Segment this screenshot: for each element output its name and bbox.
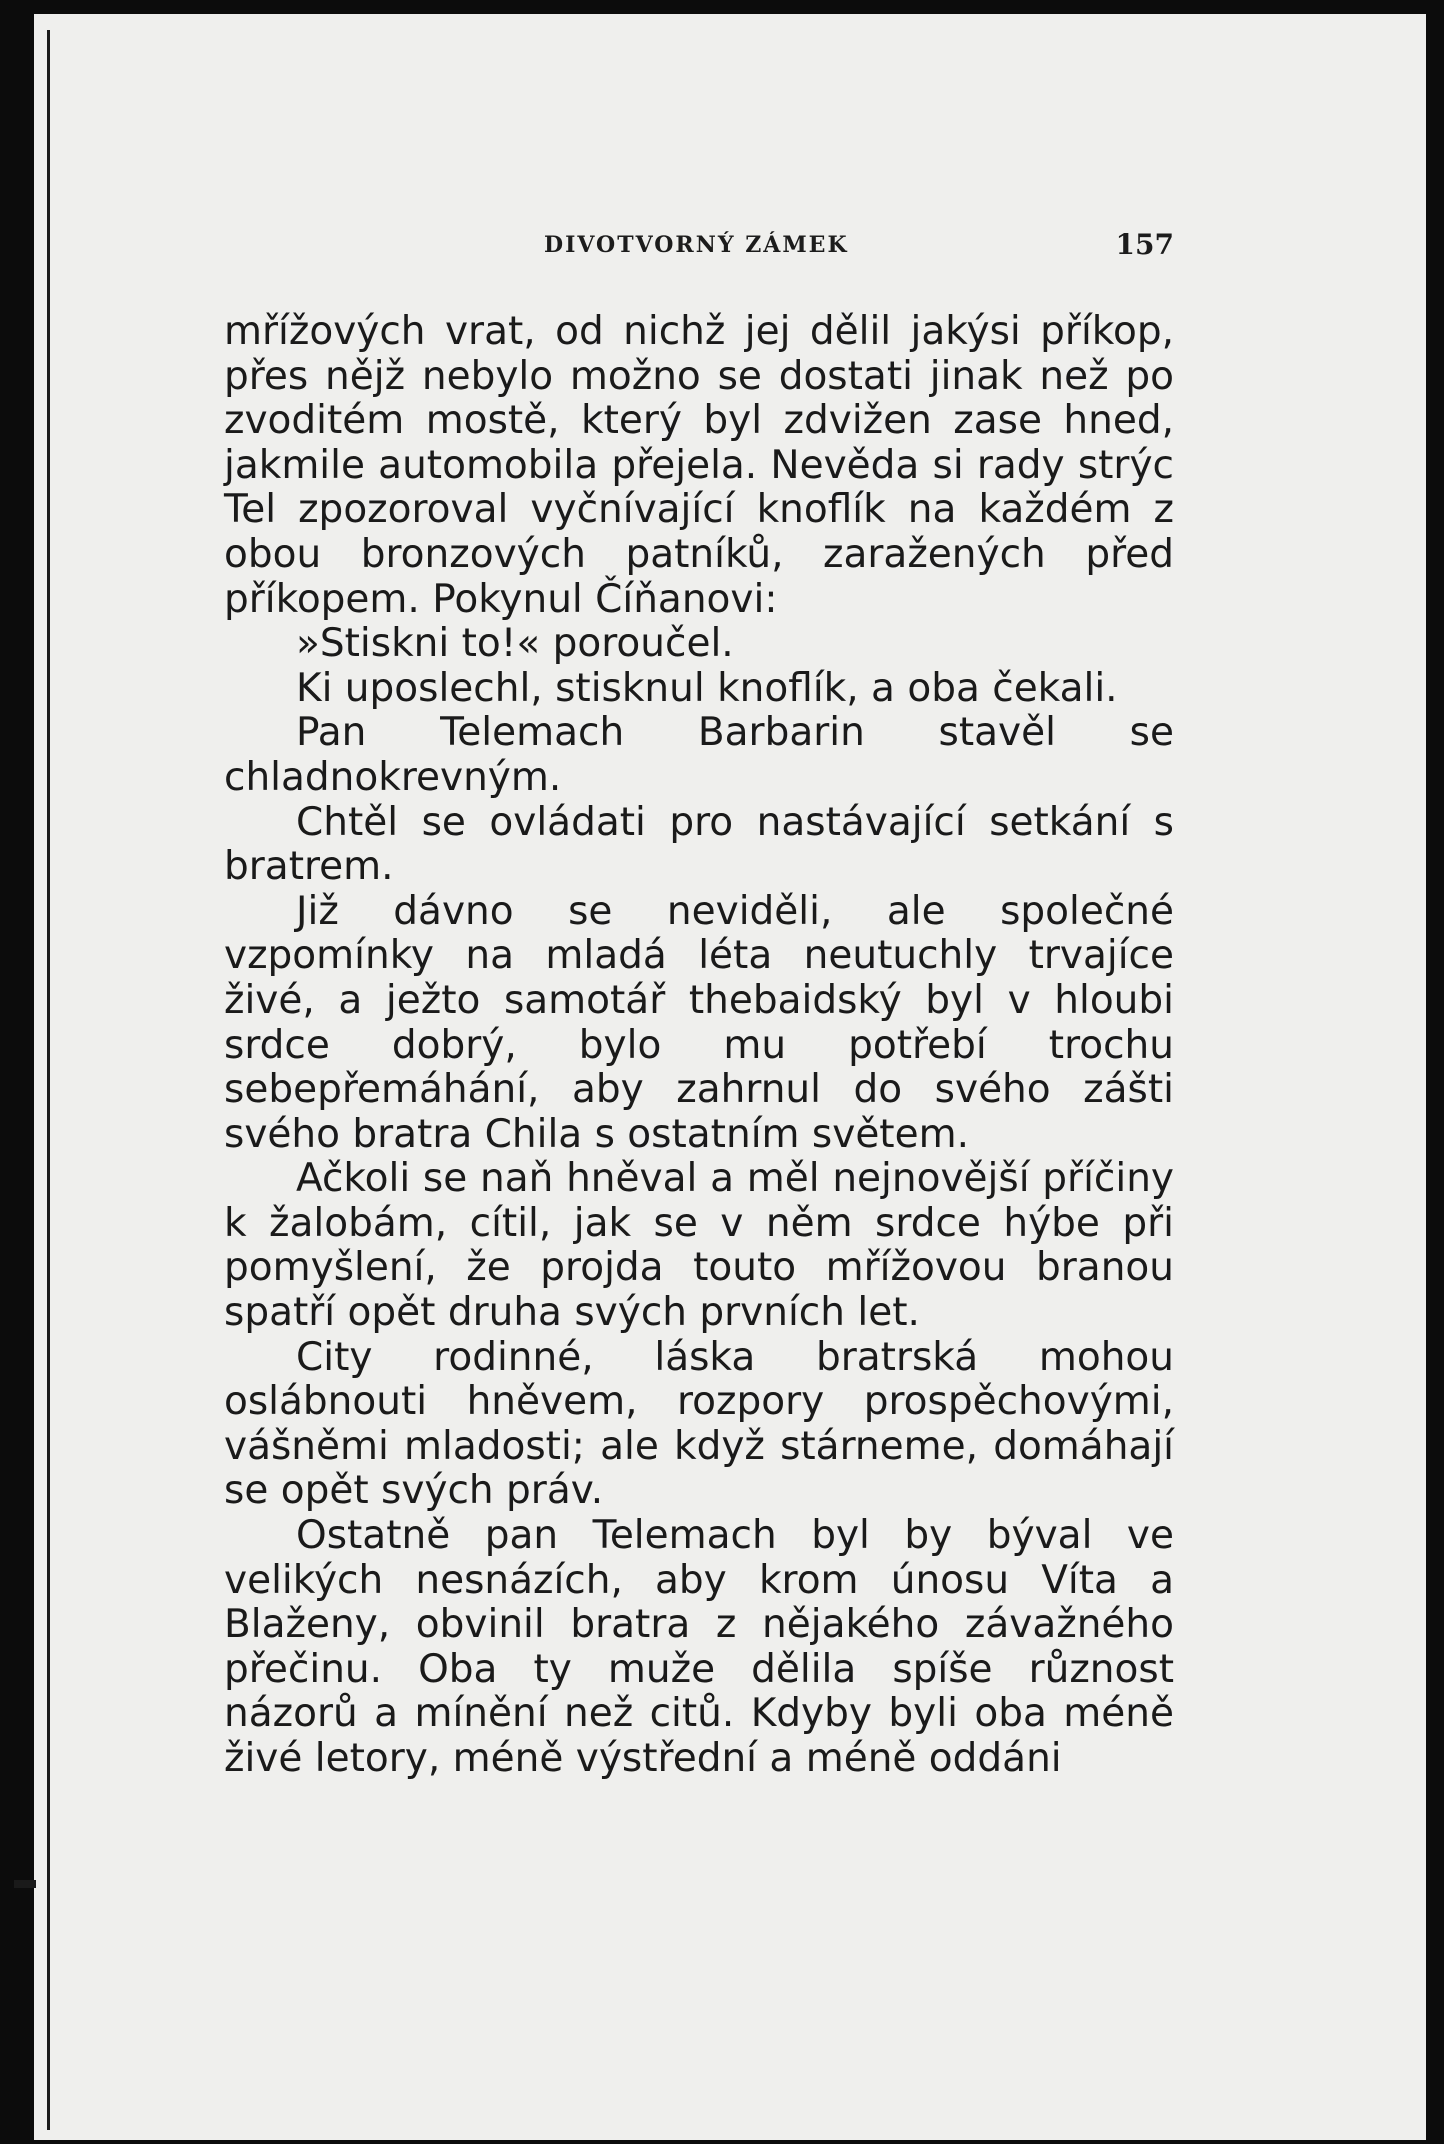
paragraph: »Stiskni to!« poroučel. [296,621,734,667]
running-header [224,222,1174,270]
body-text [224,310,1174,1782]
book-spine-edge [47,30,50,2130]
paragraph: Pan Telemach Barbarin stavěl se chladnokrevným. [224,710,1174,800]
running-title: DIVOTVORNÝ ZÁMEK [544,232,849,258]
paragraph: Ačkoli se naň hněval a měl nejnovější příčiny k žalobám, cítil, jak se v něm srdce hýbe při pomyšlení, že projda touto mřížovou branou spatří opět druha svých prvních let. [224,1156,1174,1336]
page-number: 157 [1115,228,1174,261]
paragraph: mřížových vrat, od nichž jej dělil jakýsi příkop, přes nějž nebylo možno se dostati jinak než po zvoditém mostě, který byl zdvižen zase hned, jakmile automobila přejela. Nevěda si rady strýc Tel zpozoroval vyčnívající knoflík na každém z obou bronzových patníků, zaražených před příkopem. Pokynul Číňanovi: [224,309,1174,622]
paragraph: Již dávno se neviděli, ale společné vzpomínky na mladá léta neutuchly trvajíce živé, a ježto samotář thebaidský byl v hloubi srdce dobrý, bylo mu potřebí trochu sebepřemáhání, aby zahrnul do svého zášti svého bratra Chila s ostatním světem. [224,888,1174,1157]
paragraph: Chtěl se ovládati pro nastávající setkání s bratrem. [224,799,1174,890]
spine-tick-mark [14,1880,36,1888]
paragraph: City rodinné, láska bratrská mohou oslábnouti hněvem, rozpory prospěchovými, vášněmi mladosti; ale když stárneme, domáhají se opět svých práv. [224,1334,1174,1514]
paragraph: Ki uposlechl, stisknul knoflík, a oba čekali. [296,665,1118,711]
paragraph: Ostatně pan Telemach byl by býval ve velikých nesnázích, aby krom únosu Víta a Blaženy, obvinil bratra z nějakého závažného přečinu. Oba ty muže dělila spíše různost názorů a mínění než citů. Kdyby byli oba méně živé letory, méně výstřední a méně oddáni [224,1513,1174,1781]
